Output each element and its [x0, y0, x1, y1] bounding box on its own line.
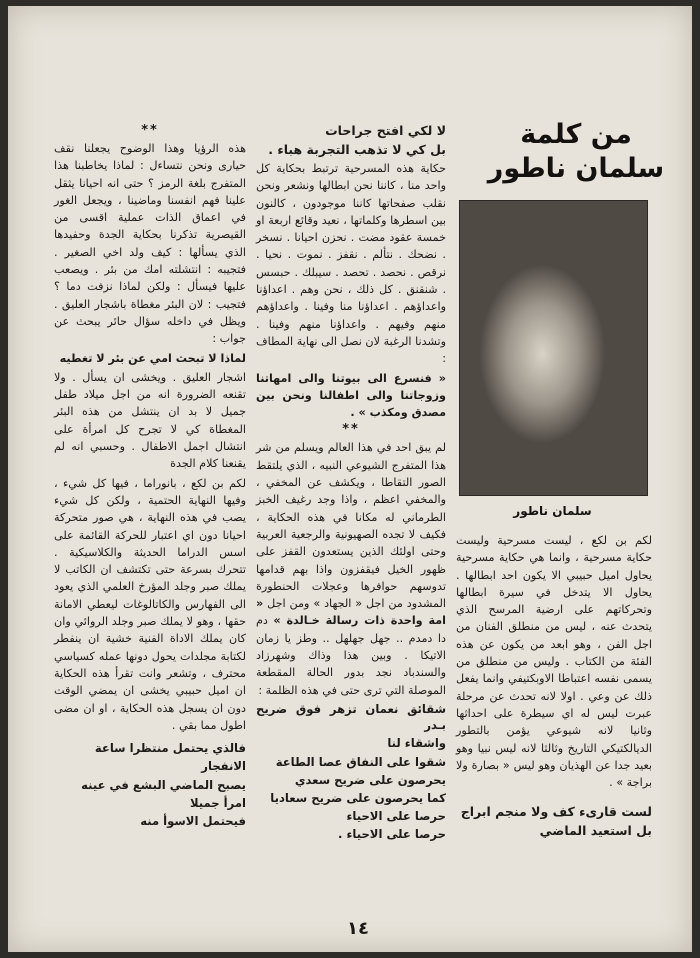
magazine-page — [8, 6, 692, 952]
column-right — [456, 532, 652, 841]
poem-line: فالذي يحتمل منتظرا ساعة — [94, 741, 246, 756]
poem-line: كما يحرصون على ضريح سعاديا — [270, 790, 446, 805]
poem-line: فيحتمل الاسوأ منه — [140, 813, 246, 828]
middle-para-2-bold: « امة واحدة ذات رسالة خـالدة » — [256, 597, 446, 628]
title-line-2: سلمان ناطور — [487, 153, 665, 184]
column-middle — [256, 122, 446, 845]
poem-line: يحرصون على ضريح سعدي — [294, 772, 446, 787]
section-stars: ** — [342, 422, 360, 438]
section-stars: ** — [141, 123, 159, 138]
poem-line: حرصا على الاحياء . — [338, 827, 446, 842]
closing-line-1: لست قارىء كف ولا منجم ابراج — [460, 804, 652, 820]
middle-para-2-text: لم يبق احد في هذا العالم ويسلم من شر هذا المتفرج الشيوعي النبيه ، الذي يلتقط الصور التقاطا ، ويكشف عن المخفي ، والمخفي اعظم ، واذا وجد رغيف الخبز الطرماني له مكانا في هذه الحكاية ، فكيف لا تجده الصهيونية والرجعية العربية وحتى اولئك الذين يستعدون القفز على ظهور الخيل فيقفزون واذا بهم قدامها تدوسهم حوافرها وعجلات الحنطورة المشدود من اجل « الجهاد » ومن اجل — [256, 441, 446, 611]
poem-line: شقوا على النفاق عصا الطاعة — [275, 754, 446, 769]
middle-para-2-cont: دم دا دمدم .. جهل جهلهل .. وطز يا زمان الاتيكا . وبين هذا وذاك وشهرزاد والسندباد نجد بدور الحالة المقطعة الموصلة التي ترى حتى في هذه الظلمة : — [256, 614, 446, 697]
poem-line: حرصا على الاحياء — [346, 809, 446, 824]
left-poem — [54, 740, 246, 829]
middle-para-1: حكاية هذه المسرحية ترتبط بحكاية كل واحد منا ، كاننا نحن ابطالها ونشعر ونحن نقلب صفحاتها كاننا موجودون ، كالنون بين اسطرها وكلماتها ، نعيد وقائع اربعة او خمسة عقود مضت . نحزن احيانا . نسخر . نضحك . نتألم . نقفز . نموت . نحيا . نرقص . نحصد . تحصد . سيبلك . حبسس . شنقنق . كل ذلك ، نحن وهم . اعداؤنا واعداؤهم . اعداؤنا منا وفينا . واعداؤهم منهم وفيهم . واعداؤنا منهم وفينا . وتشدنا الرغبة لان نصل الى نهاية المطاف : — [256, 162, 446, 366]
photo-caption: سلمان ناطور — [513, 504, 592, 518]
poem-line: الانفجار — [201, 759, 246, 774]
left-para-2: اشجار العليق . ويخشى ان يسأل . ولا تقنعه الضرورة انه من اجل ميلاد طفل جميل لا بد ان ينتشل من هذه البئر المغطاة كي لا تجرح كل امرأة على انتشال اجمل الاطفال . وحسبي انه لم يقنعنا كلام الجدة — [54, 370, 246, 471]
middle-para-1-bold: « فنسرع الى بيوتنا والى امهاتنا وزوجاتنا والى اطفالنا ونحن بين مصدق ومكذب » . — [256, 371, 446, 420]
poem-line: يصبح الماضي البشع في عينه — [81, 777, 246, 792]
column-left — [54, 122, 246, 831]
middle-heading-1: لا لكي افتح جراحات — [325, 123, 446, 138]
left-para-1-bold: لماذا لا تبحث امي عن بئر لا تغطيه — [59, 351, 246, 365]
middle-para-2 — [256, 439, 446, 698]
left-para-3: لكم بن لكع ، بانوراما ، فيها كل شيء ، وفيها النهاية الحتمية ، ولكن كل شيء يصب في هذه النهاية ، هي صور متحركة احيانا دون اي اعتبار للحركة القائمة على اسس الدراما الحديثة والكلاسيكية . تتحرك بسرعة حتى تكتشف ان الكاتب لا يملك صبر وجلد المؤرخ العلمي الذي يعود الى الفهارس والكاتالوغات ليعطي الامانة حقها ، وهو لا يملك صبر وجلد الروائي وان كان يملك الاداة الفنية خشية ان ينفطر لكتابة مجلدات يحول دونها عمله كسياسي محترف ، وتشعر وانت تقرأ هذه الحكاية ان اميل حبيبي يخشى ان يمضي الوقت دون ان يسجل هذه الحكاية ، او ان مضى اطول مما بقي . — [54, 476, 246, 732]
author-portrait-photo — [459, 200, 648, 496]
poem-line: امرأ جميلا — [189, 795, 246, 810]
middle-heading-2: بل كي لا تذهب التجربة هباء . — [268, 142, 446, 157]
title-line-1: من كلمة — [520, 119, 632, 150]
poem-line: واشقاء لنا — [387, 736, 446, 751]
column-right-body: لكم بن لكع ، ليست مسرحية وليست حكاية مسرحية ، وانما هي حكاية مسرحية يحاول اميل حبيبي الا يكون احد ابطالها . يحاول الا يتدخل في سيرة ابطالها وتحركاتهم على ارضية المرسح الذي يتحدث عنه ، ليس من منطلق الفنان من اجل الفن ، وهو ابعد من يكون عن هذه الفئة من الكتاب . وليس من منطلق من يسمى نفسه اعتباطا الاوبكتيفي وانما يفعل ذلك عن وعي . اولا لانه تحدث عن مرحلة عبرت ليس له اي سيطرة على احداثها وثانيا لانه شيوعي يؤمن بالتطور الديالكتيكي التاريخ وثالثا لانه ليس نبيا وهو بعيد جدا عن الهذيان وهو ليس « بصارة ولا براجة » . — [456, 534, 652, 790]
closing-line-2: بل استعيد الماضي — [539, 823, 652, 839]
article-title — [476, 118, 676, 186]
middle-poem — [256, 701, 446, 843]
page-number: ١٤ — [347, 918, 369, 939]
left-para-1: هذه الرؤيا وهذا الوضوح يجعلنا نقف حيارى ونحن نتساءل : لماذا يخاطبنا هذا المتفرج بلغة الرمز ؟ حتى انه احيانا يثقل علينا فهم انفسنا وماضينا ، ويجعل الغور في اعماق الذات عملية اقسى من القيصرية تذكرنا بحكاية الجدة وحفيدها الذي يسألها : كيف ولد اخي الصغير . فتجيبه : انتشلته امك من بئر . ويصعب عليها فيسأل : ولكن لماذا نزفت دما ؟ فتجيب : لان البئر مغطاة باشجار العليق . ويظل في داخله سؤال حائر يبحث عن جواب : — [54, 142, 246, 346]
poem-line: شقائق نعمان تزهر فوق ضريح بـدر — [256, 701, 446, 733]
